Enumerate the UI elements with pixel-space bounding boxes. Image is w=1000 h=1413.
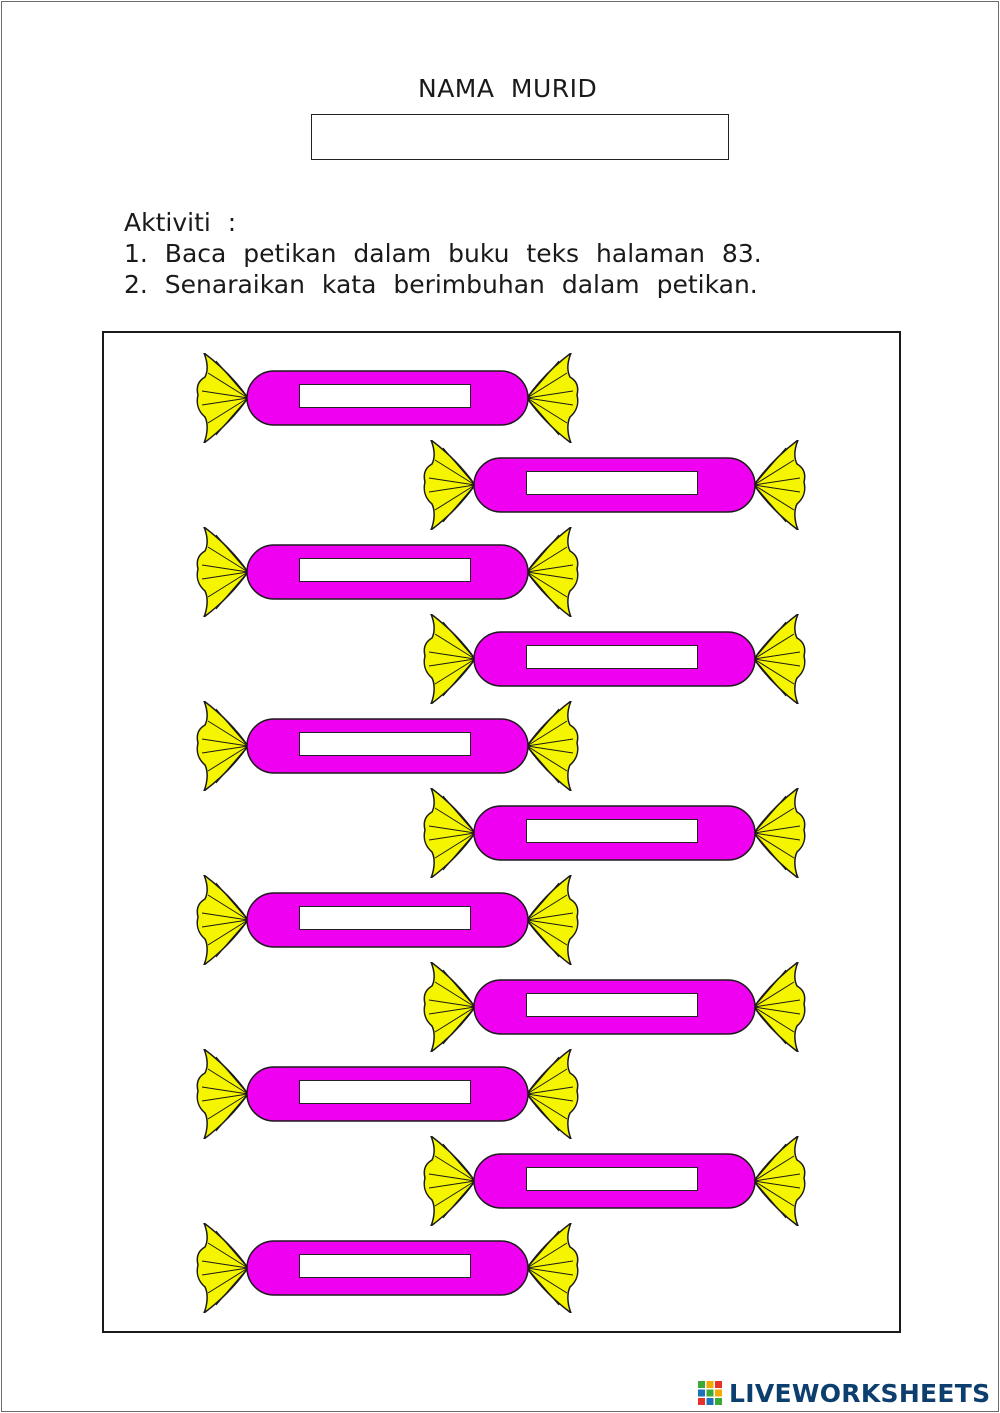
instruction-2: 2. Senaraikan kata berimbuhan dalam petikan. bbox=[124, 270, 758, 299]
page-title: NAMA MURID bbox=[418, 74, 598, 103]
brand bbox=[697, 1378, 990, 1408]
answer-field[interactable] bbox=[526, 819, 698, 843]
candy-item bbox=[196, 875, 579, 965]
right-twist-icon bbox=[527, 1049, 578, 1139]
right-twist-icon bbox=[754, 1136, 805, 1226]
candy-item bbox=[196, 1223, 579, 1313]
right-twist-icon bbox=[754, 962, 805, 1052]
student-name-input[interactable] bbox=[311, 114, 729, 160]
candy-item bbox=[423, 440, 806, 530]
brand-name: LIVEWORKSHEETS bbox=[729, 1378, 991, 1408]
activity-section bbox=[124, 207, 762, 300]
left-twist-icon bbox=[424, 962, 475, 1052]
candy-item bbox=[423, 788, 806, 878]
right-twist-icon bbox=[527, 1223, 578, 1313]
candy-item bbox=[196, 353, 579, 443]
left-twist-icon bbox=[197, 527, 248, 617]
right-twist-icon bbox=[527, 875, 578, 965]
answer-field[interactable] bbox=[526, 1167, 698, 1191]
answer-field[interactable] bbox=[299, 1080, 471, 1104]
answer-field[interactable] bbox=[526, 645, 698, 669]
right-twist-icon bbox=[527, 701, 578, 791]
candy-item bbox=[423, 614, 806, 704]
left-twist-icon bbox=[424, 788, 475, 878]
answer-field[interactable] bbox=[526, 993, 698, 1017]
answer-field[interactable] bbox=[299, 732, 471, 756]
candy-item bbox=[196, 1049, 579, 1139]
left-twist-icon bbox=[424, 614, 475, 704]
right-twist-icon bbox=[754, 788, 805, 878]
right-twist-icon bbox=[754, 440, 805, 530]
answer-field[interactable] bbox=[299, 384, 471, 408]
left-twist-icon bbox=[424, 1136, 475, 1226]
left-twist-icon bbox=[197, 701, 248, 791]
left-twist-icon bbox=[197, 1223, 248, 1313]
right-twist-icon bbox=[754, 614, 805, 704]
candy-item bbox=[196, 527, 579, 617]
candy-item bbox=[423, 1136, 806, 1226]
candy-item bbox=[196, 701, 579, 791]
left-twist-icon bbox=[197, 1049, 248, 1139]
left-twist-icon bbox=[197, 875, 248, 965]
candy-item bbox=[423, 962, 806, 1052]
answer-field[interactable] bbox=[299, 1254, 471, 1278]
answer-field[interactable] bbox=[526, 471, 698, 495]
right-twist-icon bbox=[527, 527, 578, 617]
answer-field[interactable] bbox=[299, 558, 471, 582]
answer-field[interactable] bbox=[299, 906, 471, 930]
instruction-1: 1. Baca petikan dalam buku teks halaman 83. bbox=[124, 239, 762, 268]
left-twist-icon bbox=[424, 440, 475, 530]
left-twist-icon bbox=[197, 353, 248, 443]
right-twist-icon bbox=[527, 353, 578, 443]
activity-heading: Aktiviti : bbox=[124, 208, 237, 237]
liveworksheets-logo-icon bbox=[697, 1380, 723, 1406]
